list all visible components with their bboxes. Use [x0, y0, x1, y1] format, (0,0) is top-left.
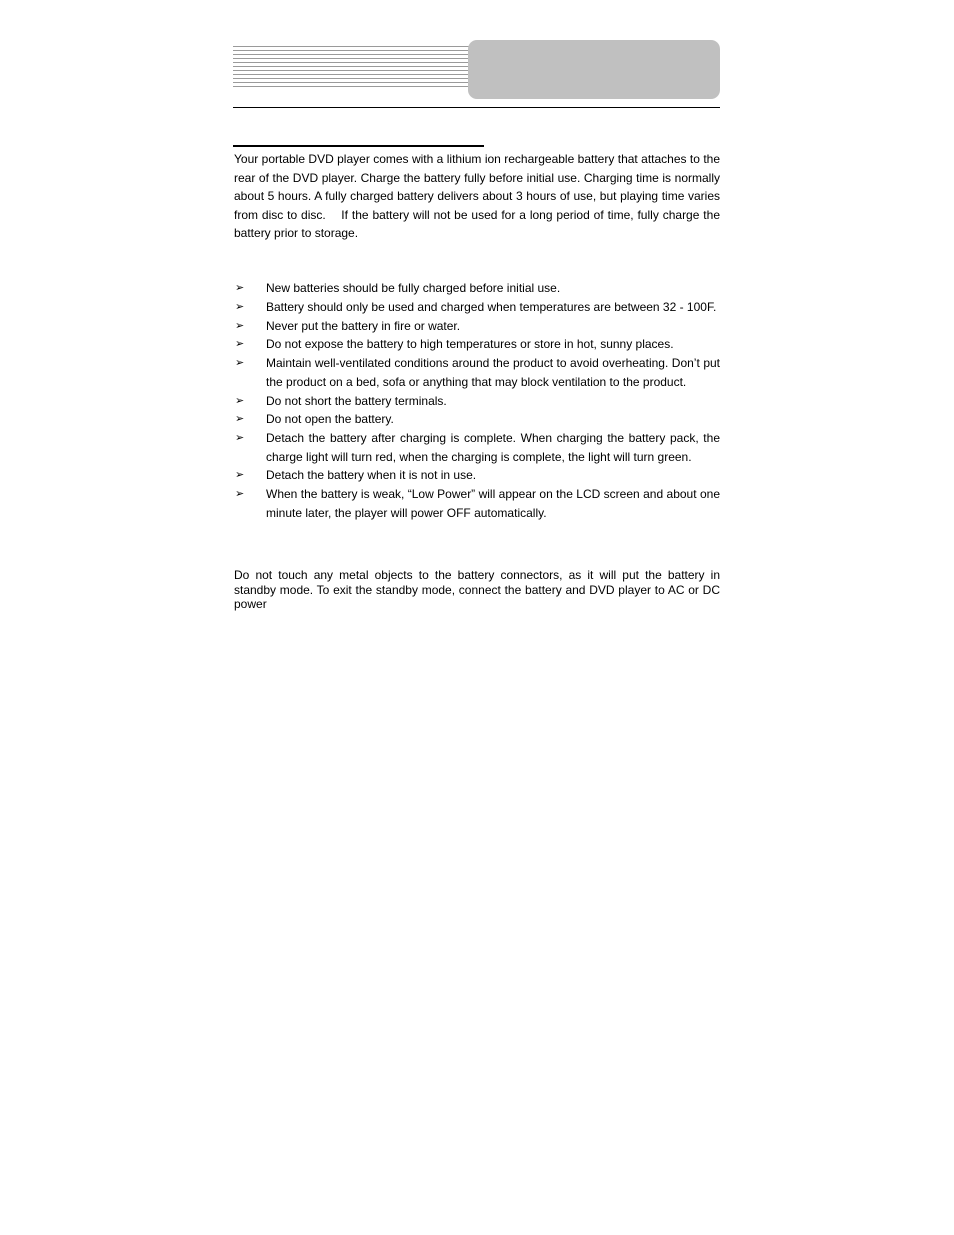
- battery-precautions-list: [234, 279, 720, 523]
- arrowhead-bullet-icon: ➢: [235, 412, 245, 426]
- standby-note-paragraph: Do not touch any metal objects to the battery connectors, as it will put the battery in standby mode. To exit the standby mode, connect the battery and DVD player to AC or DC power: [234, 568, 720, 611]
- list-item: [234, 354, 720, 391]
- list-item: [234, 410, 720, 429]
- list-item-text: Detach the battery when it is not in use.: [266, 468, 477, 483]
- header-tab: [468, 40, 720, 99]
- header-rule: [233, 107, 720, 108]
- list-item-text: New batteries should be fully charged before initial use.: [266, 281, 561, 295]
- arrowhead-bullet-icon: ➢: [235, 356, 245, 370]
- intro-paragraph: Your portable DVD player comes with a lithium ion rechargeable battery that attaches to the rear of the DVD player. Charge the battery fully before initial use. Charging time is normally about 5 hours. A fully charged battery delivers about 3 hours of use, but playing time varies from disc to disc. If the battery will not be used for a long period of time, fully charge the battery prior to storage.: [234, 152, 724, 241]
- list-item: [234, 485, 720, 522]
- header-decorative-lines: [233, 46, 469, 90]
- list-item-text: Battery should only be used and charged when temperatures are between 32 - 100F.: [266, 299, 717, 314]
- arrowhead-bullet-icon: ➢: [235, 468, 245, 482]
- list-item-text: Do not expose the battery to high temperatures or store in hot, sunny places.: [266, 337, 674, 352]
- list-item-text: Do not short the battery terminals.: [266, 393, 447, 408]
- arrowhead-bullet-icon: ➢: [235, 431, 245, 445]
- arrowhead-bullet-icon: ➢: [235, 281, 245, 294]
- list-item-text: Never put the battery in fire or water.: [266, 318, 461, 333]
- arrowhead-bullet-icon: ➢: [235, 337, 245, 351]
- arrowhead-bullet-icon: ➢: [235, 318, 245, 332]
- list-item-text: Detach the battery after charging is complete. When charging the battery pack, the charge light will turn red, when the charging is complete, the light will turn green.: [266, 431, 720, 464]
- list-item: [234, 392, 720, 411]
- list-item: [234, 298, 720, 317]
- arrowhead-bullet-icon: ➢: [235, 299, 245, 313]
- list-item-text: When the battery is weak, “Low Power” will appear on the LCD screen and about one minute later, the player will power OFF automatically.: [266, 487, 720, 520]
- list-item: [234, 279, 720, 298]
- list-item: [234, 429, 720, 466]
- arrowhead-bullet-icon: ➢: [235, 487, 245, 501]
- list-item-text: Do not open the battery.: [266, 412, 394, 427]
- list-item: [234, 335, 720, 354]
- list-item: [234, 317, 720, 336]
- section-heading-rule: [233, 145, 484, 147]
- arrowhead-bullet-icon: ➢: [235, 393, 245, 407]
- list-item-text: Maintain well-ventilated conditions around the product to avoid overheating. Don’t put the product on a bed, sofa or anything that may block ventilation to the product.: [266, 356, 720, 389]
- list-item: [234, 466, 720, 485]
